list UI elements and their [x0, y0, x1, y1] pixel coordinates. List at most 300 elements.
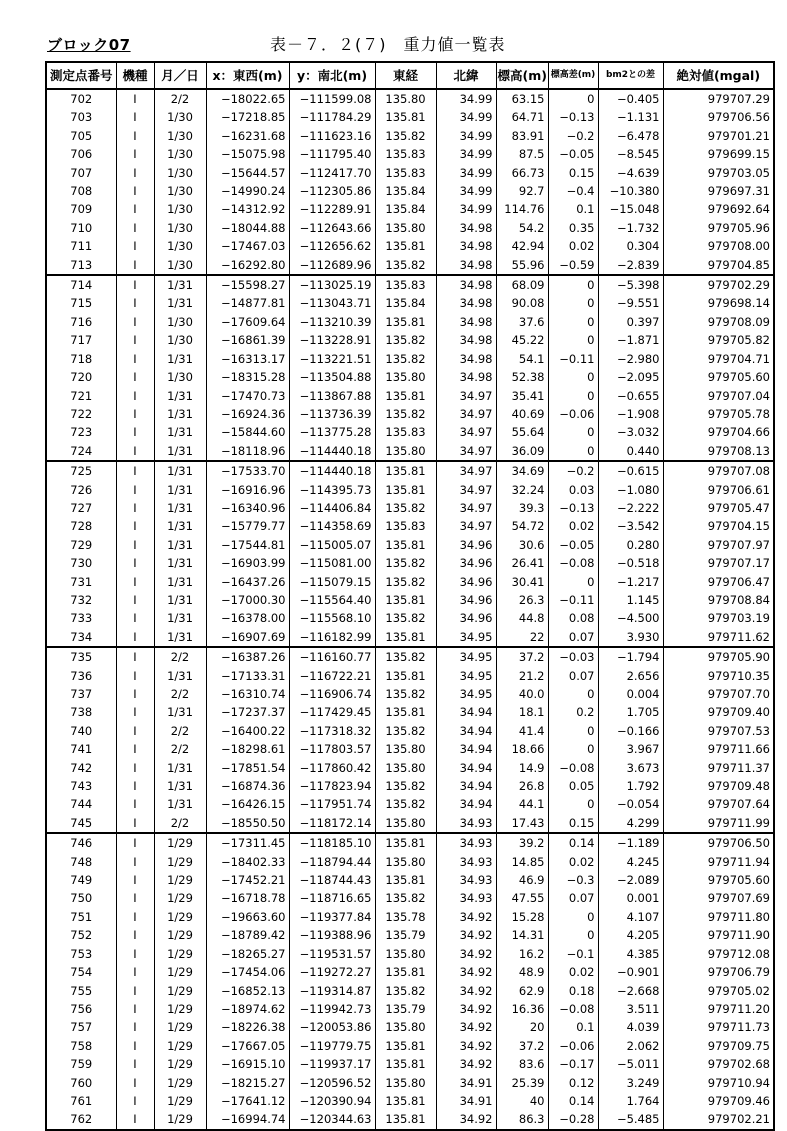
- table-cell: I: [116, 499, 154, 517]
- table-cell: 979705.96: [663, 219, 774, 237]
- table-cell: 20: [496, 1018, 548, 1036]
- table-cell: 1.145: [598, 591, 663, 609]
- table-cell: 34.97: [436, 481, 496, 499]
- table-cell: 90.08: [496, 294, 548, 312]
- table-cell: 1/31: [154, 609, 206, 627]
- table-cell: −113775.28: [289, 423, 375, 441]
- table-cell: −18044.88: [206, 219, 289, 237]
- table-cell: 3.249: [598, 1074, 663, 1092]
- table-cell: 1/29: [154, 1074, 206, 1092]
- table-cell: −0.4: [548, 182, 598, 200]
- table-cell: −114440.18: [289, 461, 375, 480]
- table-cell: −115005.07: [289, 536, 375, 554]
- table-cell: 135.80: [375, 814, 436, 833]
- table-cell: 135.80: [375, 759, 436, 777]
- table-cell: 0: [548, 573, 598, 591]
- table-cell: −117318.32: [289, 722, 375, 740]
- table-cell: 135.82: [375, 609, 436, 627]
- table-cell: 749: [46, 871, 116, 889]
- table-cell: I: [116, 889, 154, 907]
- table-cell: 1/31: [154, 387, 206, 405]
- table-cell: 34.94: [436, 722, 496, 740]
- table-cell: I: [116, 536, 154, 554]
- table-cell: 0: [548, 795, 598, 813]
- table-cell: 34.99: [436, 127, 496, 145]
- table-cell: 0.15: [548, 164, 598, 182]
- table-cell: 979710.94: [663, 1074, 774, 1092]
- table-cell: −17470.73: [206, 387, 289, 405]
- table-cell: 979705.60: [663, 368, 774, 386]
- table-cell: 1/31: [154, 294, 206, 312]
- table-cell: 0.001: [598, 889, 663, 907]
- table-cell: 0.07: [548, 628, 598, 647]
- table-cell: 34.97: [436, 423, 496, 441]
- table-cell: 1/31: [154, 573, 206, 591]
- table-cell: 1.764: [598, 1092, 663, 1110]
- table-cell: I: [116, 871, 154, 889]
- table-cell: −113221.51: [289, 350, 375, 368]
- table-cell: −0.3: [548, 871, 598, 889]
- table-row: [46, 667, 774, 685]
- table-cell: 34.92: [436, 963, 496, 981]
- table-row: [46, 1055, 774, 1073]
- table-cell: 135.82: [375, 256, 436, 275]
- table-cell: I: [116, 963, 154, 981]
- table-cell: −16387.26: [206, 647, 289, 666]
- table-cell: 0.02: [548, 963, 598, 981]
- table-row: [46, 145, 774, 163]
- table-cell: 0.07: [548, 667, 598, 685]
- table-cell: 135.80: [375, 853, 436, 871]
- table-cell: I: [116, 294, 154, 312]
- table-cell: 0.08: [548, 609, 598, 627]
- table-cell: 725: [46, 461, 116, 480]
- table-cell: −17544.81: [206, 536, 289, 554]
- column-header: 北緯: [436, 62, 496, 89]
- table-cell: 83.91: [496, 127, 548, 145]
- table-cell: 734: [46, 628, 116, 647]
- table-cell: 979703.19: [663, 609, 774, 627]
- table-cell: 83.6: [496, 1055, 548, 1073]
- table-cell: 14.85: [496, 853, 548, 871]
- table-cell: I: [116, 1092, 154, 1110]
- table-cell: −18226.38: [206, 1018, 289, 1036]
- table-cell: −115568.10: [289, 609, 375, 627]
- table-cell: 135.82: [375, 777, 436, 795]
- table-cell: −0.17: [548, 1055, 598, 1073]
- table-cell: −16400.22: [206, 722, 289, 740]
- table-cell: I: [116, 275, 154, 294]
- table-cell: −2.089: [598, 871, 663, 889]
- table-cell: 713: [46, 256, 116, 275]
- table-cell: −18550.50: [206, 814, 289, 833]
- table-cell: 87.5: [496, 145, 548, 163]
- table-cell: 1/31: [154, 350, 206, 368]
- table-row: [46, 108, 774, 126]
- table-cell: 135.80: [375, 442, 436, 461]
- table-cell: I: [116, 313, 154, 331]
- table-cell: 40: [496, 1092, 548, 1110]
- table-cell: 46.9: [496, 871, 548, 889]
- table-cell: −111623.16: [289, 127, 375, 145]
- table-cell: 710: [46, 219, 116, 237]
- table-cell: −15644.57: [206, 164, 289, 182]
- table-cell: 4.385: [598, 945, 663, 963]
- table-cell: −17218.85: [206, 108, 289, 126]
- table-cell: 0.14: [548, 1092, 598, 1110]
- table-cell: −1.217: [598, 573, 663, 591]
- table-cell: I: [116, 256, 154, 275]
- table-row: [46, 647, 774, 666]
- table-cell: −16874.36: [206, 777, 289, 795]
- table-cell: I: [116, 945, 154, 963]
- table-row: [46, 275, 774, 294]
- table-cell: 979698.14: [663, 294, 774, 312]
- table-cell: 745: [46, 814, 116, 833]
- table-cell: −15844.60: [206, 423, 289, 441]
- table-cell: 742: [46, 759, 116, 777]
- table-cell: −1.080: [598, 481, 663, 499]
- table-cell: −2.839: [598, 256, 663, 275]
- table-cell: 0.2: [548, 703, 598, 721]
- table-cell: −1.871: [598, 331, 663, 349]
- table-cell: −118716.65: [289, 889, 375, 907]
- table-cell: 0.440: [598, 442, 663, 461]
- table-cell: −18402.33: [206, 853, 289, 871]
- table-cell: 34.96: [436, 536, 496, 554]
- table-cell: −0.518: [598, 554, 663, 572]
- table-cell: 1/31: [154, 795, 206, 813]
- table-cell: 979705.02: [663, 982, 774, 1000]
- table-cell: 1/30: [154, 237, 206, 255]
- table-cell: 0: [548, 331, 598, 349]
- table-cell: 34.92: [436, 982, 496, 1000]
- table-row: [46, 795, 774, 813]
- table-row: [46, 1018, 774, 1036]
- table-cell: −111784.29: [289, 108, 375, 126]
- table-cell: 0: [548, 275, 598, 294]
- table-cell: 44.1: [496, 795, 548, 813]
- table-cell: −3.542: [598, 517, 663, 535]
- table-cell: 1/29: [154, 853, 206, 871]
- table-row: [46, 777, 774, 795]
- table-cell: −16916.96: [206, 481, 289, 499]
- table-cell: 0.14: [548, 833, 598, 852]
- table-cell: 1/31: [154, 423, 206, 441]
- table-cell: I: [116, 182, 154, 200]
- table-cell: 0: [548, 740, 598, 758]
- table-cell: −113210.39: [289, 313, 375, 331]
- table-cell: 135.81: [375, 963, 436, 981]
- table-cell: 979702.21: [663, 1110, 774, 1129]
- table-cell: 135.80: [375, 1018, 436, 1036]
- table-cell: 34.94: [436, 740, 496, 758]
- table-cell: 1/29: [154, 1000, 206, 1018]
- table-cell: −0.06: [548, 405, 598, 423]
- table-cell: 135.82: [375, 499, 436, 517]
- table-cell: I: [116, 722, 154, 740]
- table-cell: 34.95: [436, 685, 496, 703]
- table-cell: 1/30: [154, 368, 206, 386]
- table-cell: −1.794: [598, 647, 663, 666]
- table-row: [46, 685, 774, 703]
- table-cell: 1/29: [154, 963, 206, 981]
- table-cell: −0.13: [548, 499, 598, 517]
- table-cell: 1/31: [154, 442, 206, 461]
- table-cell: I: [116, 219, 154, 237]
- table-cell: 979706.50: [663, 833, 774, 852]
- table-cell: −0.11: [548, 350, 598, 368]
- table-cell: −17609.64: [206, 313, 289, 331]
- column-header: 測定点番号: [46, 62, 116, 89]
- table-cell: 34.92: [436, 926, 496, 944]
- table-row: [46, 536, 774, 554]
- table-cell: 754: [46, 963, 116, 981]
- table-cell: 135.81: [375, 833, 436, 852]
- table-row: [46, 182, 774, 200]
- table-cell: I: [116, 108, 154, 126]
- table-cell: 34.96: [436, 591, 496, 609]
- table-cell: 135.80: [375, 368, 436, 386]
- table-cell: −15.048: [598, 200, 663, 218]
- table-cell: −113736.39: [289, 405, 375, 423]
- table-cell: −8.545: [598, 145, 663, 163]
- table-cell: 736: [46, 667, 116, 685]
- table-cell: 1/30: [154, 108, 206, 126]
- table-cell: 1/30: [154, 313, 206, 331]
- table-cell: 1/29: [154, 833, 206, 852]
- table-cell: 0: [548, 368, 598, 386]
- table-cell: 135.81: [375, 536, 436, 554]
- table-cell: −18789.42: [206, 926, 289, 944]
- table-cell: −0.28: [548, 1110, 598, 1129]
- table-cell: 979709.40: [663, 703, 774, 721]
- table-cell: 34.91: [436, 1092, 496, 1110]
- table-cell: 30.41: [496, 573, 548, 591]
- table-cell: 979707.08: [663, 461, 774, 480]
- table-cell: −5.398: [598, 275, 663, 294]
- table-cell: 30.6: [496, 536, 548, 554]
- table-cell: 135.80: [375, 1074, 436, 1092]
- table-cell: −0.05: [548, 145, 598, 163]
- table-cell: −0.1: [548, 945, 598, 963]
- table-cell: 135.80: [375, 740, 436, 758]
- table-cell: 1/31: [154, 759, 206, 777]
- table-cell: 0.07: [548, 889, 598, 907]
- table-cell: 1/31: [154, 536, 206, 554]
- table-cell: −114406.84: [289, 499, 375, 517]
- table-cell: −14877.81: [206, 294, 289, 312]
- table-cell: 722: [46, 405, 116, 423]
- table-cell: −15779.77: [206, 517, 289, 535]
- table-cell: 1/30: [154, 200, 206, 218]
- table-cell: 37.2: [496, 1037, 548, 1055]
- table-cell: 1/29: [154, 1018, 206, 1036]
- table-cell: 0.02: [548, 853, 598, 871]
- table-cell: 135.81: [375, 1110, 436, 1129]
- table-cell: 714: [46, 275, 116, 294]
- table-cell: 34.97: [436, 461, 496, 480]
- table-cell: 66.73: [496, 164, 548, 182]
- table-cell: I: [116, 1037, 154, 1055]
- table-cell: 135.80: [375, 945, 436, 963]
- table-cell: 36.09: [496, 442, 548, 461]
- table-cell: −120344.63: [289, 1110, 375, 1129]
- table-cell: 135.82: [375, 405, 436, 423]
- table-cell: 979704.71: [663, 350, 774, 368]
- table-cell: 135.81: [375, 461, 436, 480]
- table-cell: −18298.61: [206, 740, 289, 758]
- table-cell: 34.99: [436, 164, 496, 182]
- table-cell: 731: [46, 573, 116, 591]
- table-cell: 758: [46, 1037, 116, 1055]
- table-cell: 1/30: [154, 219, 206, 237]
- table-cell: 979708.84: [663, 591, 774, 609]
- table-cell: 1/30: [154, 164, 206, 182]
- table-cell: 39.2: [496, 833, 548, 852]
- table-cell: 1/31: [154, 461, 206, 480]
- table-row: [46, 350, 774, 368]
- table-cell: 708: [46, 182, 116, 200]
- table-cell: 34.99: [436, 182, 496, 200]
- table-cell: 92.7: [496, 182, 548, 200]
- table-row: [46, 368, 774, 386]
- table-cell: 0.1: [548, 1018, 598, 1036]
- table-cell: −116906.74: [289, 685, 375, 703]
- table-cell: 135.82: [375, 647, 436, 666]
- gravity-table: [45, 61, 775, 1131]
- table-cell: 114.76: [496, 200, 548, 218]
- table-cell: −16915.10: [206, 1055, 289, 1073]
- table-cell: I: [116, 1018, 154, 1036]
- table-cell: 26.8: [496, 777, 548, 795]
- table-cell: −118185.10: [289, 833, 375, 852]
- table-cell: 34.96: [436, 573, 496, 591]
- table-cell: 732: [46, 591, 116, 609]
- table-row: [46, 423, 774, 441]
- table-cell: 41.4: [496, 722, 548, 740]
- table-cell: 979703.05: [663, 164, 774, 182]
- table-cell: −0.11: [548, 591, 598, 609]
- table-cell: 979712.08: [663, 945, 774, 963]
- column-header: 標高差(m): [548, 62, 598, 89]
- table-cell: 751: [46, 908, 116, 926]
- table-cell: 3.673: [598, 759, 663, 777]
- table-cell: I: [116, 350, 154, 368]
- table-cell: 709: [46, 200, 116, 218]
- table-cell: 34.98: [436, 350, 496, 368]
- table-cell: I: [116, 405, 154, 423]
- table-cell: 54.72: [496, 517, 548, 535]
- table-cell: 727: [46, 499, 116, 517]
- table-row: [46, 387, 774, 405]
- table-cell: 755: [46, 982, 116, 1000]
- table-cell: 0.02: [548, 517, 598, 535]
- table-row: [46, 722, 774, 740]
- table-cell: 979711.73: [663, 1018, 774, 1036]
- table-cell: 34.99: [436, 89, 496, 108]
- table-cell: 1/31: [154, 405, 206, 423]
- table-cell: 979704.66: [663, 423, 774, 441]
- table-cell: −111795.40: [289, 145, 375, 163]
- table-cell: 728: [46, 517, 116, 535]
- table-cell: −17667.05: [206, 1037, 289, 1055]
- table-row: [46, 963, 774, 981]
- table-cell: I: [116, 628, 154, 647]
- table-cell: −111599.08: [289, 89, 375, 108]
- table-cell: −117823.94: [289, 777, 375, 795]
- table-cell: 42.94: [496, 237, 548, 255]
- table-cell: −112643.66: [289, 219, 375, 237]
- table-cell: 1/29: [154, 908, 206, 926]
- table-cell: 979699.15: [663, 145, 774, 163]
- table-cell: 1/30: [154, 127, 206, 145]
- table-cell: 55.64: [496, 423, 548, 441]
- table-cell: 40.69: [496, 405, 548, 423]
- table-cell: 34.93: [436, 889, 496, 907]
- table-cell: −114395.73: [289, 481, 375, 499]
- table-cell: −120053.86: [289, 1018, 375, 1036]
- table-cell: −113025.19: [289, 275, 375, 294]
- table-cell: −16313.17: [206, 350, 289, 368]
- table-cell: 0.05: [548, 777, 598, 795]
- table-cell: 0.280: [598, 536, 663, 554]
- table-cell: 135.82: [375, 722, 436, 740]
- column-header: 標高(m): [496, 62, 548, 89]
- table-cell: −2.980: [598, 350, 663, 368]
- table-cell: 34.99: [436, 145, 496, 163]
- table-cell: 979704.85: [663, 256, 774, 275]
- table-cell: 14.9: [496, 759, 548, 777]
- table-cell: I: [116, 926, 154, 944]
- table-cell: −117429.45: [289, 703, 375, 721]
- table-cell: 979707.17: [663, 554, 774, 572]
- table-row: [46, 628, 774, 647]
- table-cell: I: [116, 647, 154, 666]
- table-cell: I: [116, 127, 154, 145]
- table-cell: 135.83: [375, 145, 436, 163]
- table-cell: −116160.77: [289, 647, 375, 666]
- table-cell: I: [116, 703, 154, 721]
- table-row: [46, 294, 774, 312]
- table-cell: −115564.40: [289, 591, 375, 609]
- table-cell: I: [116, 908, 154, 926]
- column-header: 絶対値(mgal): [663, 62, 774, 89]
- table-cell: 750: [46, 889, 116, 907]
- table-cell: 979707.53: [663, 722, 774, 740]
- table-cell: 135.81: [375, 591, 436, 609]
- table-cell: 2/2: [154, 722, 206, 740]
- table-cell: 1/31: [154, 554, 206, 572]
- table-cell: 34.92: [436, 908, 496, 926]
- table-cell: −19663.60: [206, 908, 289, 926]
- table-cell: −18022.65: [206, 89, 289, 108]
- table-cell: −116182.99: [289, 628, 375, 647]
- table-cell: 34.92: [436, 945, 496, 963]
- table-cell: 0.1: [548, 200, 598, 218]
- table-cell: −1.189: [598, 833, 663, 852]
- table-cell: 135.81: [375, 628, 436, 647]
- table-cell: 34.94: [436, 703, 496, 721]
- table-cell: 35.41: [496, 387, 548, 405]
- table-cell: 34.98: [436, 331, 496, 349]
- table-cell: −17454.06: [206, 963, 289, 981]
- table-cell: −18118.96: [206, 442, 289, 461]
- table-body: [46, 89, 774, 1130]
- table-cell: −117951.74: [289, 795, 375, 813]
- table-cell: 0.18: [548, 982, 598, 1000]
- table-cell: −1.131: [598, 108, 663, 126]
